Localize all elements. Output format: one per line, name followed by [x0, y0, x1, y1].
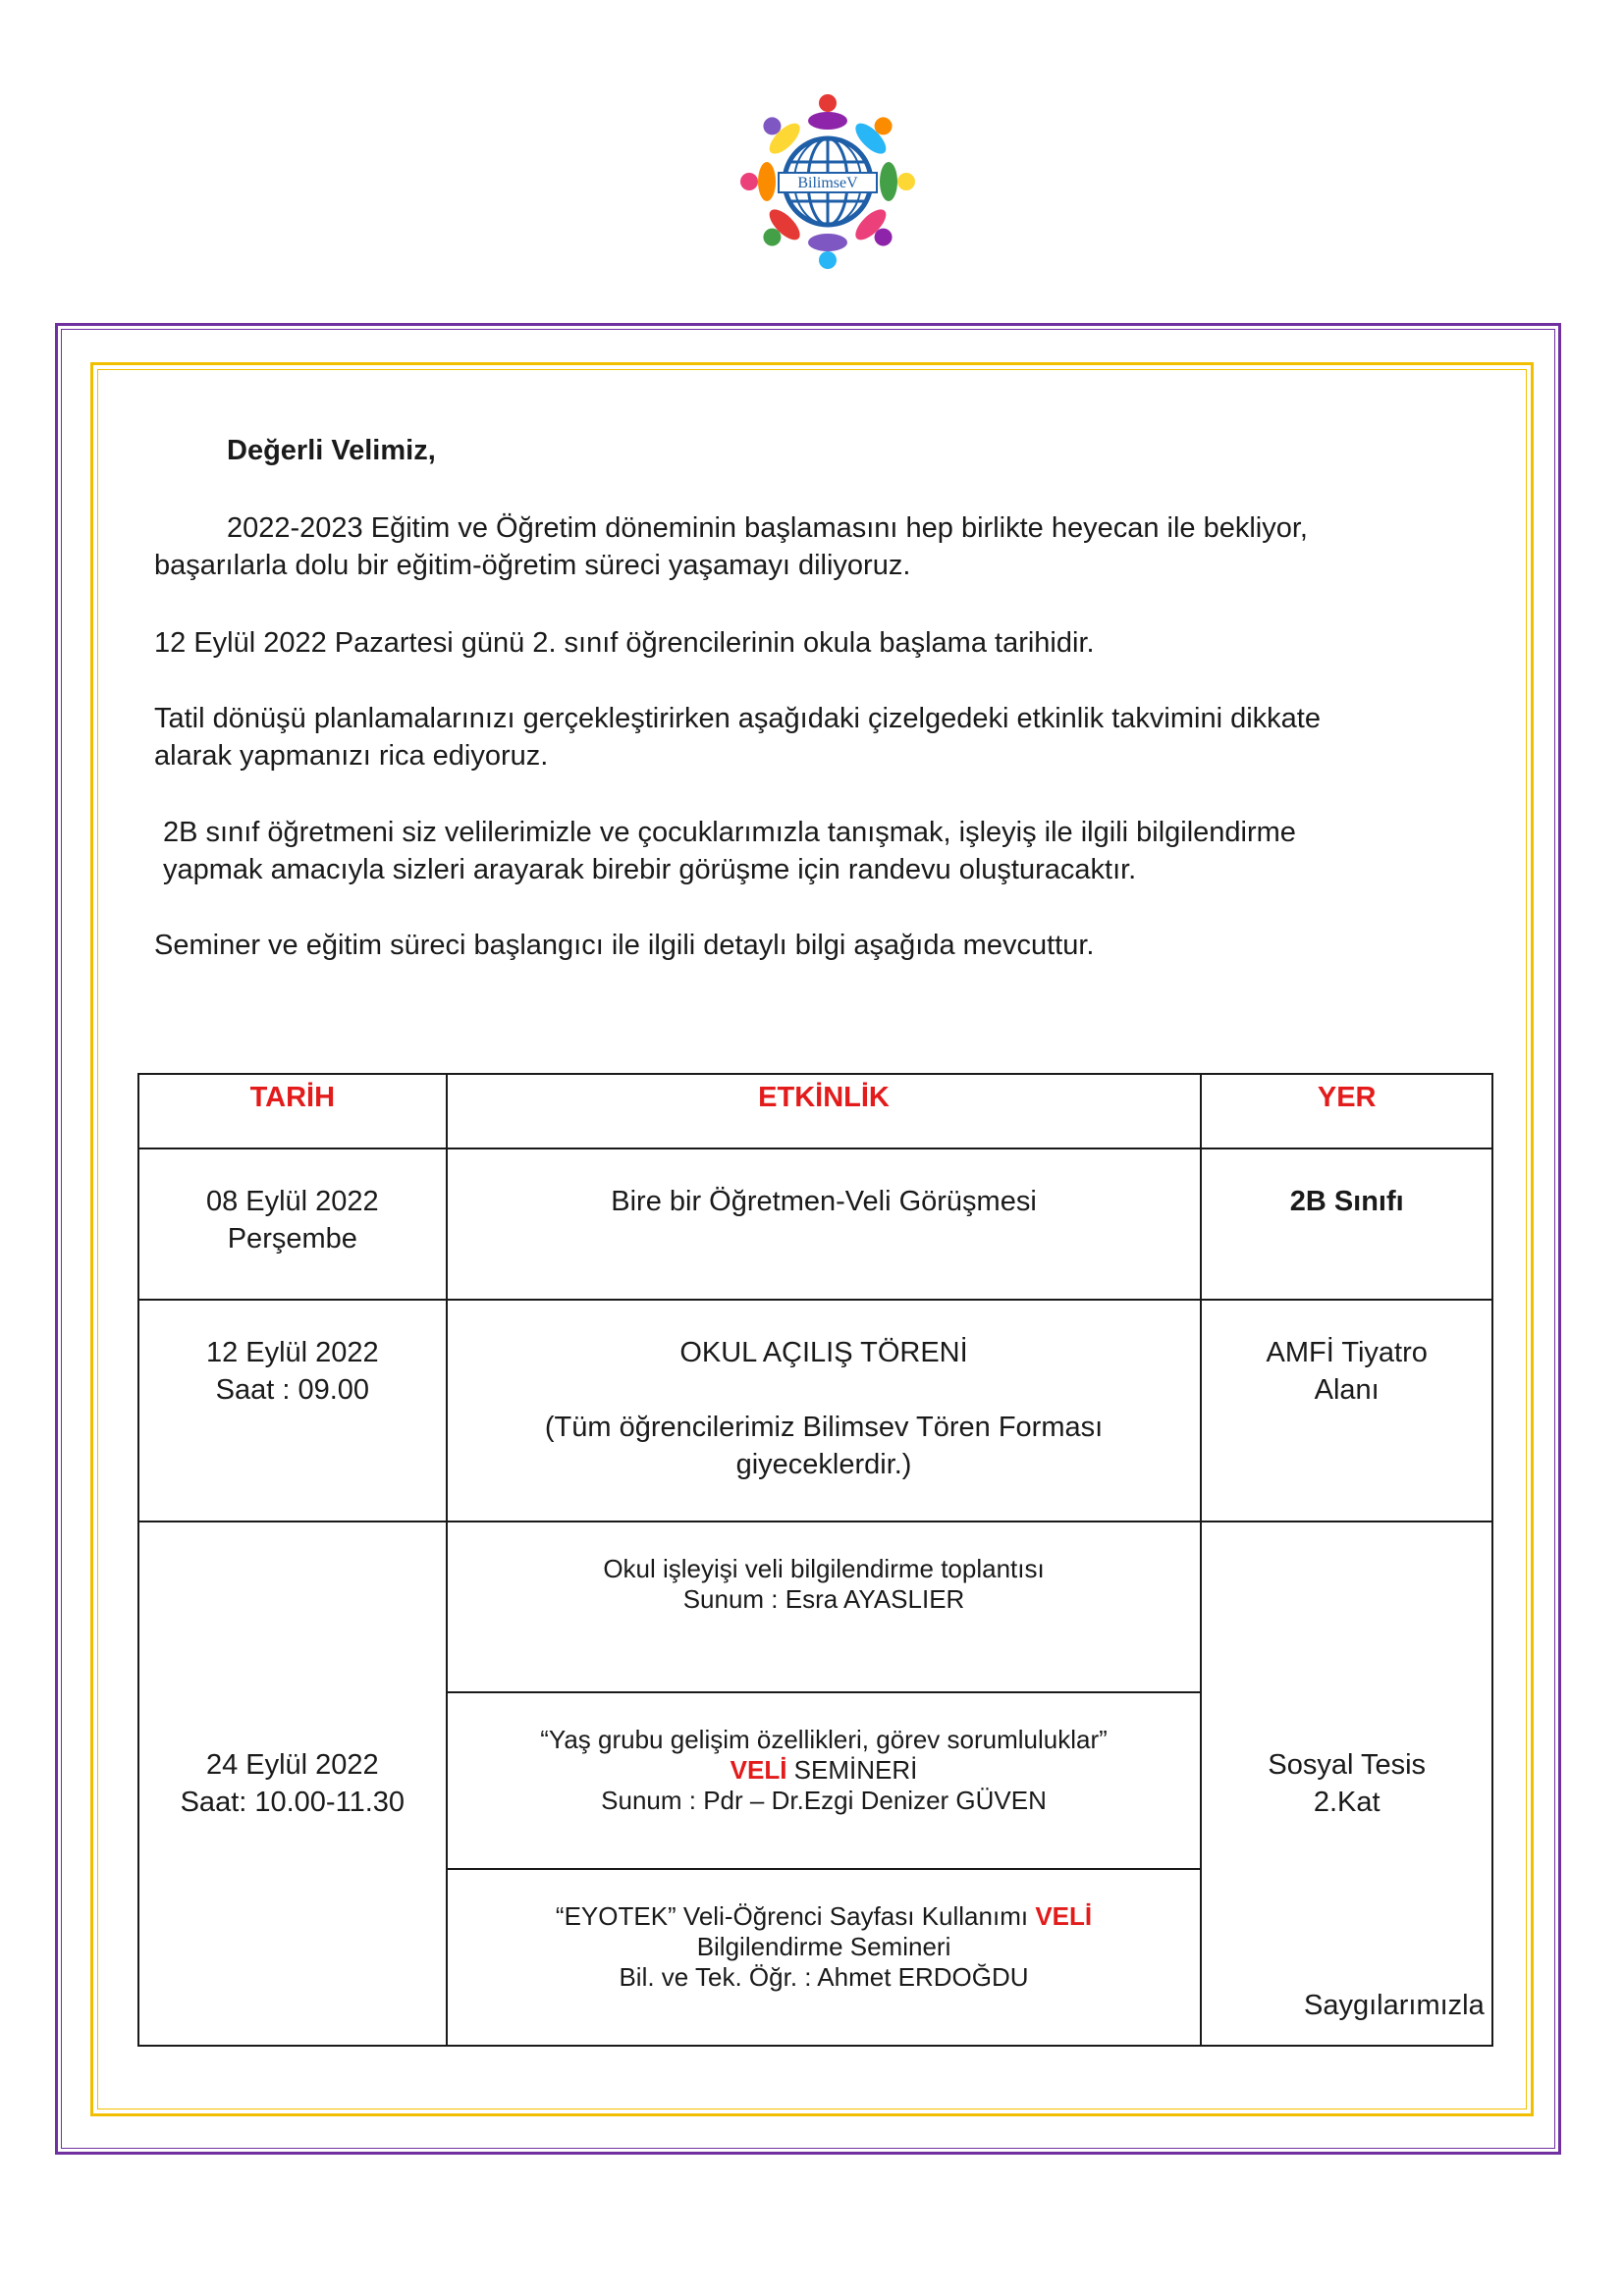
header-event: ETKİNLİK: [447, 1074, 1202, 1148]
row2-place-line-1: AMFİ Tiyatro: [1266, 1337, 1428, 1368]
row2-note-line-2: giyeceklerdir.): [735, 1449, 912, 1480]
logo-text: BilimseV: [797, 175, 858, 191]
row3-date-cell: [138, 1522, 447, 2046]
paragraph-2: 12 Eylül 2022 Pazartesi günü 2. sınıf öğrencilerinin okula başlama tarihidir.: [154, 627, 1095, 659]
table-row: [138, 1300, 1492, 1522]
logo-figure-head: [897, 173, 915, 190]
header-date: TARİH: [138, 1074, 447, 1148]
logo-figure-body: [758, 162, 776, 201]
logo-figure-body: [880, 162, 897, 201]
logo-figure-head: [763, 117, 781, 134]
closing: Saygılarımızla: [1304, 1990, 1485, 2021]
row3-sub3-line-2: Bilgilendirme Semineri: [696, 1932, 951, 1961]
logo-figure-head: [740, 173, 758, 190]
paragraph-1-line-2: başarılarla dolu bir eğitim-öğretim süreci yaşamayı diliyoruz.: [154, 550, 911, 581]
row3-place-line-2: 2.Kat: [1313, 1787, 1380, 1818]
logo-figure-head: [819, 251, 837, 269]
logo-figure-head: [819, 94, 837, 112]
schedule-table: [137, 1073, 1493, 2047]
paragraph-1-line-1: 2022-2023 Eğitim ve Öğretim döneminin başlamasını hep birlikte heyecan ile bekliyor,: [227, 512, 1308, 544]
table-row: [138, 1148, 1492, 1300]
logo-figure-head: [763, 229, 781, 246]
row3-sub1-line-2: Sunum : Esra AYASLIER: [682, 1584, 965, 1614]
row1-date: 08 Eylül 2022: [205, 1186, 379, 1217]
bilimsev-logo: [739, 88, 916, 275]
row3-sub3-cell: [447, 1869, 1202, 2046]
seminer-text: SEMİNERİ: [786, 1755, 918, 1785]
row3-date: 24 Eylül 2022: [205, 1749, 379, 1781]
row3-sub1-cell: [447, 1522, 1202, 1692]
row2-time: Saat : 09.00: [215, 1374, 370, 1406]
logo-figure-body: [808, 234, 847, 251]
row3-sub2-line-1: “Yaş grubu gelişim özellikleri, görev sorumluluklar”: [540, 1725, 1108, 1754]
row3-sub2-line-3: Sunum : Pdr – Dr.Ezgi Denizer GÜVEN: [601, 1786, 1047, 1815]
row3-sub2-cell: [447, 1692, 1202, 1869]
row2-place-line-2: Alanı: [1314, 1374, 1380, 1406]
row1-place: 2B Sınıfı: [1201, 1148, 1492, 1300]
table-header-row: [138, 1074, 1492, 1148]
row2-place-cell: [1201, 1300, 1492, 1522]
row3-sub3-line-3: Bil. ve Tek. Öğr. : Ahmet ERDOĞDU: [619, 1962, 1029, 1992]
paragraph-3-line-1: Tatil dönüşü planlamalarınızı gerçekleştirirken aşağıdaki çizelgedeki etkinlik takvimini dikkate: [154, 703, 1321, 734]
greeting: Değerli Velimiz,: [227, 435, 436, 466]
veli-highlight: VELİ: [730, 1755, 787, 1785]
row2-note-line-1: (Tüm öğrencilerimiz Bilimsev Tören Forması: [544, 1412, 1104, 1443]
paragraph-5: Seminer ve eğitim süreci başlangıcı ile ilgili detaylı bilgi aşağıda mevcuttur.: [154, 930, 1095, 961]
header-place: YER: [1201, 1074, 1492, 1148]
row2-date-cell: [138, 1300, 447, 1522]
row3-sub1-line-1: Okul işleyişi veli bilgilendirme toplantısı: [603, 1554, 1045, 1583]
row1-day: Perşembe: [227, 1223, 357, 1255]
row3-place-line-1: Sosyal Tesis: [1268, 1749, 1427, 1781]
row3-sub2-line-2: [448, 1755, 1201, 1786]
row2-event: OKUL AÇILIŞ TÖRENİ: [679, 1337, 968, 1368]
paragraph-3-line-2: alarak yapmanızı rica ediyoruz.: [154, 740, 549, 772]
row2-date: 12 Eylül 2022: [205, 1337, 379, 1368]
paragraph-4-line-2: yapmak amacıyla sizleri arayarak birebir görüşme için randevu oluşturacaktır.: [163, 854, 1137, 885]
logo-figure-head: [875, 229, 893, 246]
veli-highlight: VELİ: [1035, 1901, 1093, 1931]
paragraph-4-line-1: 2B sınıf öğretmeni siz velilerimizle ve çocuklarımızla tanışmak, işleyiş ile ilgili bilgilendirme: [163, 817, 1296, 848]
eyotek-text: “EYOTEK” Veli-Öğrenci Sayfası Kullanımı: [555, 1901, 1036, 1931]
table-row: [138, 1522, 1492, 1692]
row1-event: Bire bir Öğretmen-Veli Görüşmesi: [447, 1148, 1202, 1300]
row2-event-cell: [447, 1300, 1202, 1522]
logo-figure-head: [875, 117, 893, 134]
row1-date-cell: [138, 1148, 447, 1300]
logo-figure-body: [808, 112, 847, 130]
row3-place-cell: [1201, 1522, 1492, 2046]
row3-time: Saat: 10.00-11.30: [180, 1787, 406, 1818]
row3-sub3-line-1: [448, 1901, 1201, 1932]
